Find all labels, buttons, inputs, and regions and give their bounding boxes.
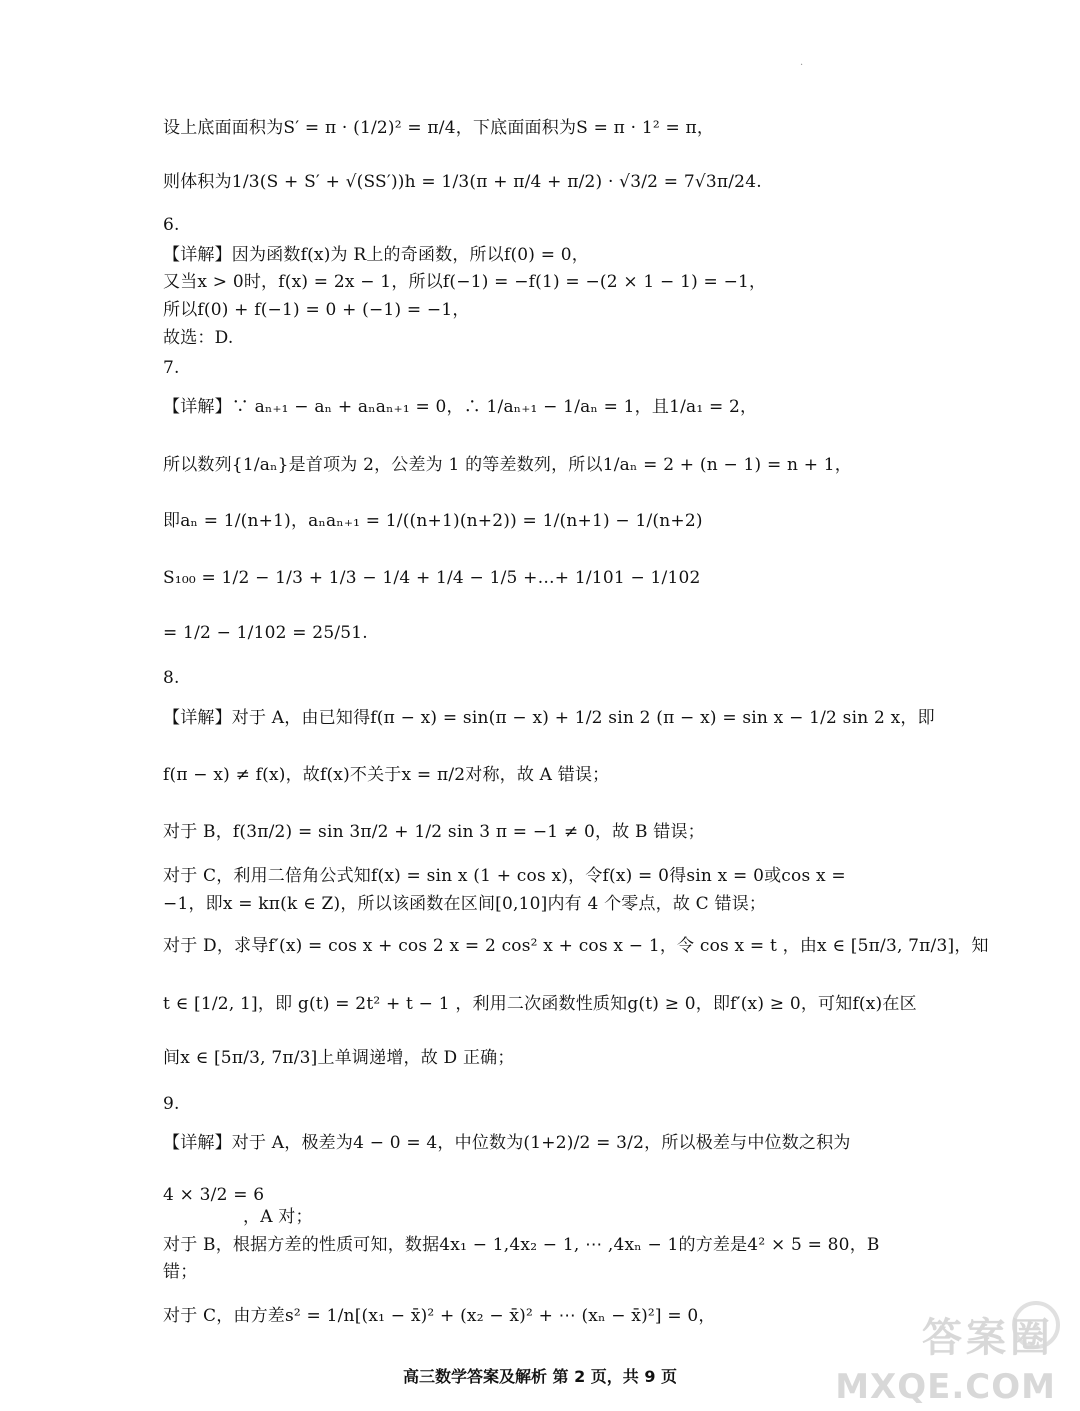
text-line: 对于 D，求导f′(x) = cos x + cos 2 x = 2 cos² x + cos x − 1，令 cos x = t ，由x ∈ [5π/3, 7π/3]，知: [163, 936, 989, 956]
text-line: 【详解】因为函数f(x)为 R上的奇函数，所以f(0) = 0，: [163, 245, 589, 265]
text-line: 间x ∈ [5π/3, 7π/3]上单调递增，故 D 正确；: [163, 1048, 515, 1068]
text-line: −1，即x = kπ(k ∈ Z)，所以该函数在区间[0,10]内有 4 个零点，故 C 错误；: [163, 894, 767, 914]
text-line: 7.: [163, 358, 180, 378]
text-line: 6.: [163, 215, 180, 235]
page-footer: 高三数学答案及解析 第 2 页，共 9 页: [402, 1367, 678, 1386]
text-line: t ∈ [1/2, 1]，即 g(t) = 2t² + t − 1 ，利用二次函数性质知g(t) ≥ 0，即f′(x) ≥ 0，可知f(x)在区: [163, 994, 917, 1014]
text-line: 对于 C，利用二倍角公式知f(x) = sin x (1 + cos x)，令f(x) = 0得sin x = 0或cos x =: [163, 866, 846, 886]
text-line: 【详解】∵ aₙ₊₁ − aₙ + aₙaₙ₊₁ = 0，∴ 1/aₙ₊₁ − 1/aₙ = 1，且1/a₁ = 2，: [163, 397, 758, 417]
watermark-url: MXQE.COM: [835, 1367, 1056, 1407]
text-line: 所以f(0) + f(−1) = 0 + (−1) = −1，: [163, 300, 470, 320]
text-line: 【详解】对于 A，极差为4 − 0 = 4，中位数为(1+2)/2 = 3/2，所以极差与中位数之积为: [163, 1133, 851, 1153]
text-line: ，A 对；: [243, 1207, 313, 1227]
scan-dot: ·: [800, 60, 804, 71]
text-line: 【详解】对于 A，由已知得f(π − x) = sin(π − x) + 1/2 sin 2 (π − x) = sin x − 1/2 sin 2 x，即: [163, 708, 935, 728]
text-line: 所以数列{1/aₙ}是首项为 2，公差为 1 的等差数列，所以1/aₙ = 2 + (n − 1) = n + 1，: [163, 455, 853, 475]
text-line: 对于 C，由方差s² = 1/n[(x₁ − x̄)² + (x₂ − x̄)² + ⋯ (xₙ − x̄)²] = 0，: [163, 1306, 716, 1326]
text-line: S₁₀₀ = 1/2 − 1/3 + 1/3 − 1/4 + 1/4 − 1/5 +…+ 1/101 − 1/102: [163, 568, 701, 588]
text-line: f(π − x) ≠ f(x)，故f(x)不关于x = π/2对称，故 A 错误；: [163, 765, 610, 785]
text-line: 故选：D.: [163, 328, 234, 348]
watermark-title: 答案圈: [922, 1315, 1054, 1361]
text-line: 4 × 3/2 = 6: [163, 1185, 265, 1205]
text-line: 则体积为1/3(S + S′ + √(SS′))h = 1/3(π + π/4 + π/2) · √3/2 = 7√3π/24.: [163, 172, 762, 192]
text-line: 9.: [163, 1094, 180, 1114]
text-line: 8.: [163, 668, 180, 688]
text-line: 设上底面面积为S′ = π · (1/2)² = π/4，下底面面积为S = π · 1² = π，: [163, 118, 715, 138]
text-line: 对于 B，根据方差的性质可知，数据4x₁ − 1,4x₂ − 1, ⋯ ,4xₙ − 1的方差是4² × 5 = 80，B: [163, 1235, 880, 1255]
text-line: 又当x > 0时，f(x) = 2x − 1，所以f(−1) = −f(1) = −(2 × 1 − 1) = −1，: [163, 272, 767, 292]
text-line: 对于 B，f(3π/2) = sin 3π/2 + 1/2 sin 3 π = −1 ≠ 0，故 B 错误；: [163, 822, 705, 842]
text-line: 即aₙ = 1/(n+1)，aₙaₙ₊₁ = 1/((n+1)(n+2)) = 1/(n+1) − 1/(n+2): [163, 511, 703, 531]
text-line: 错；: [163, 1262, 198, 1282]
text-line: = 1/2 − 1/102 = 25/51.: [163, 623, 368, 643]
